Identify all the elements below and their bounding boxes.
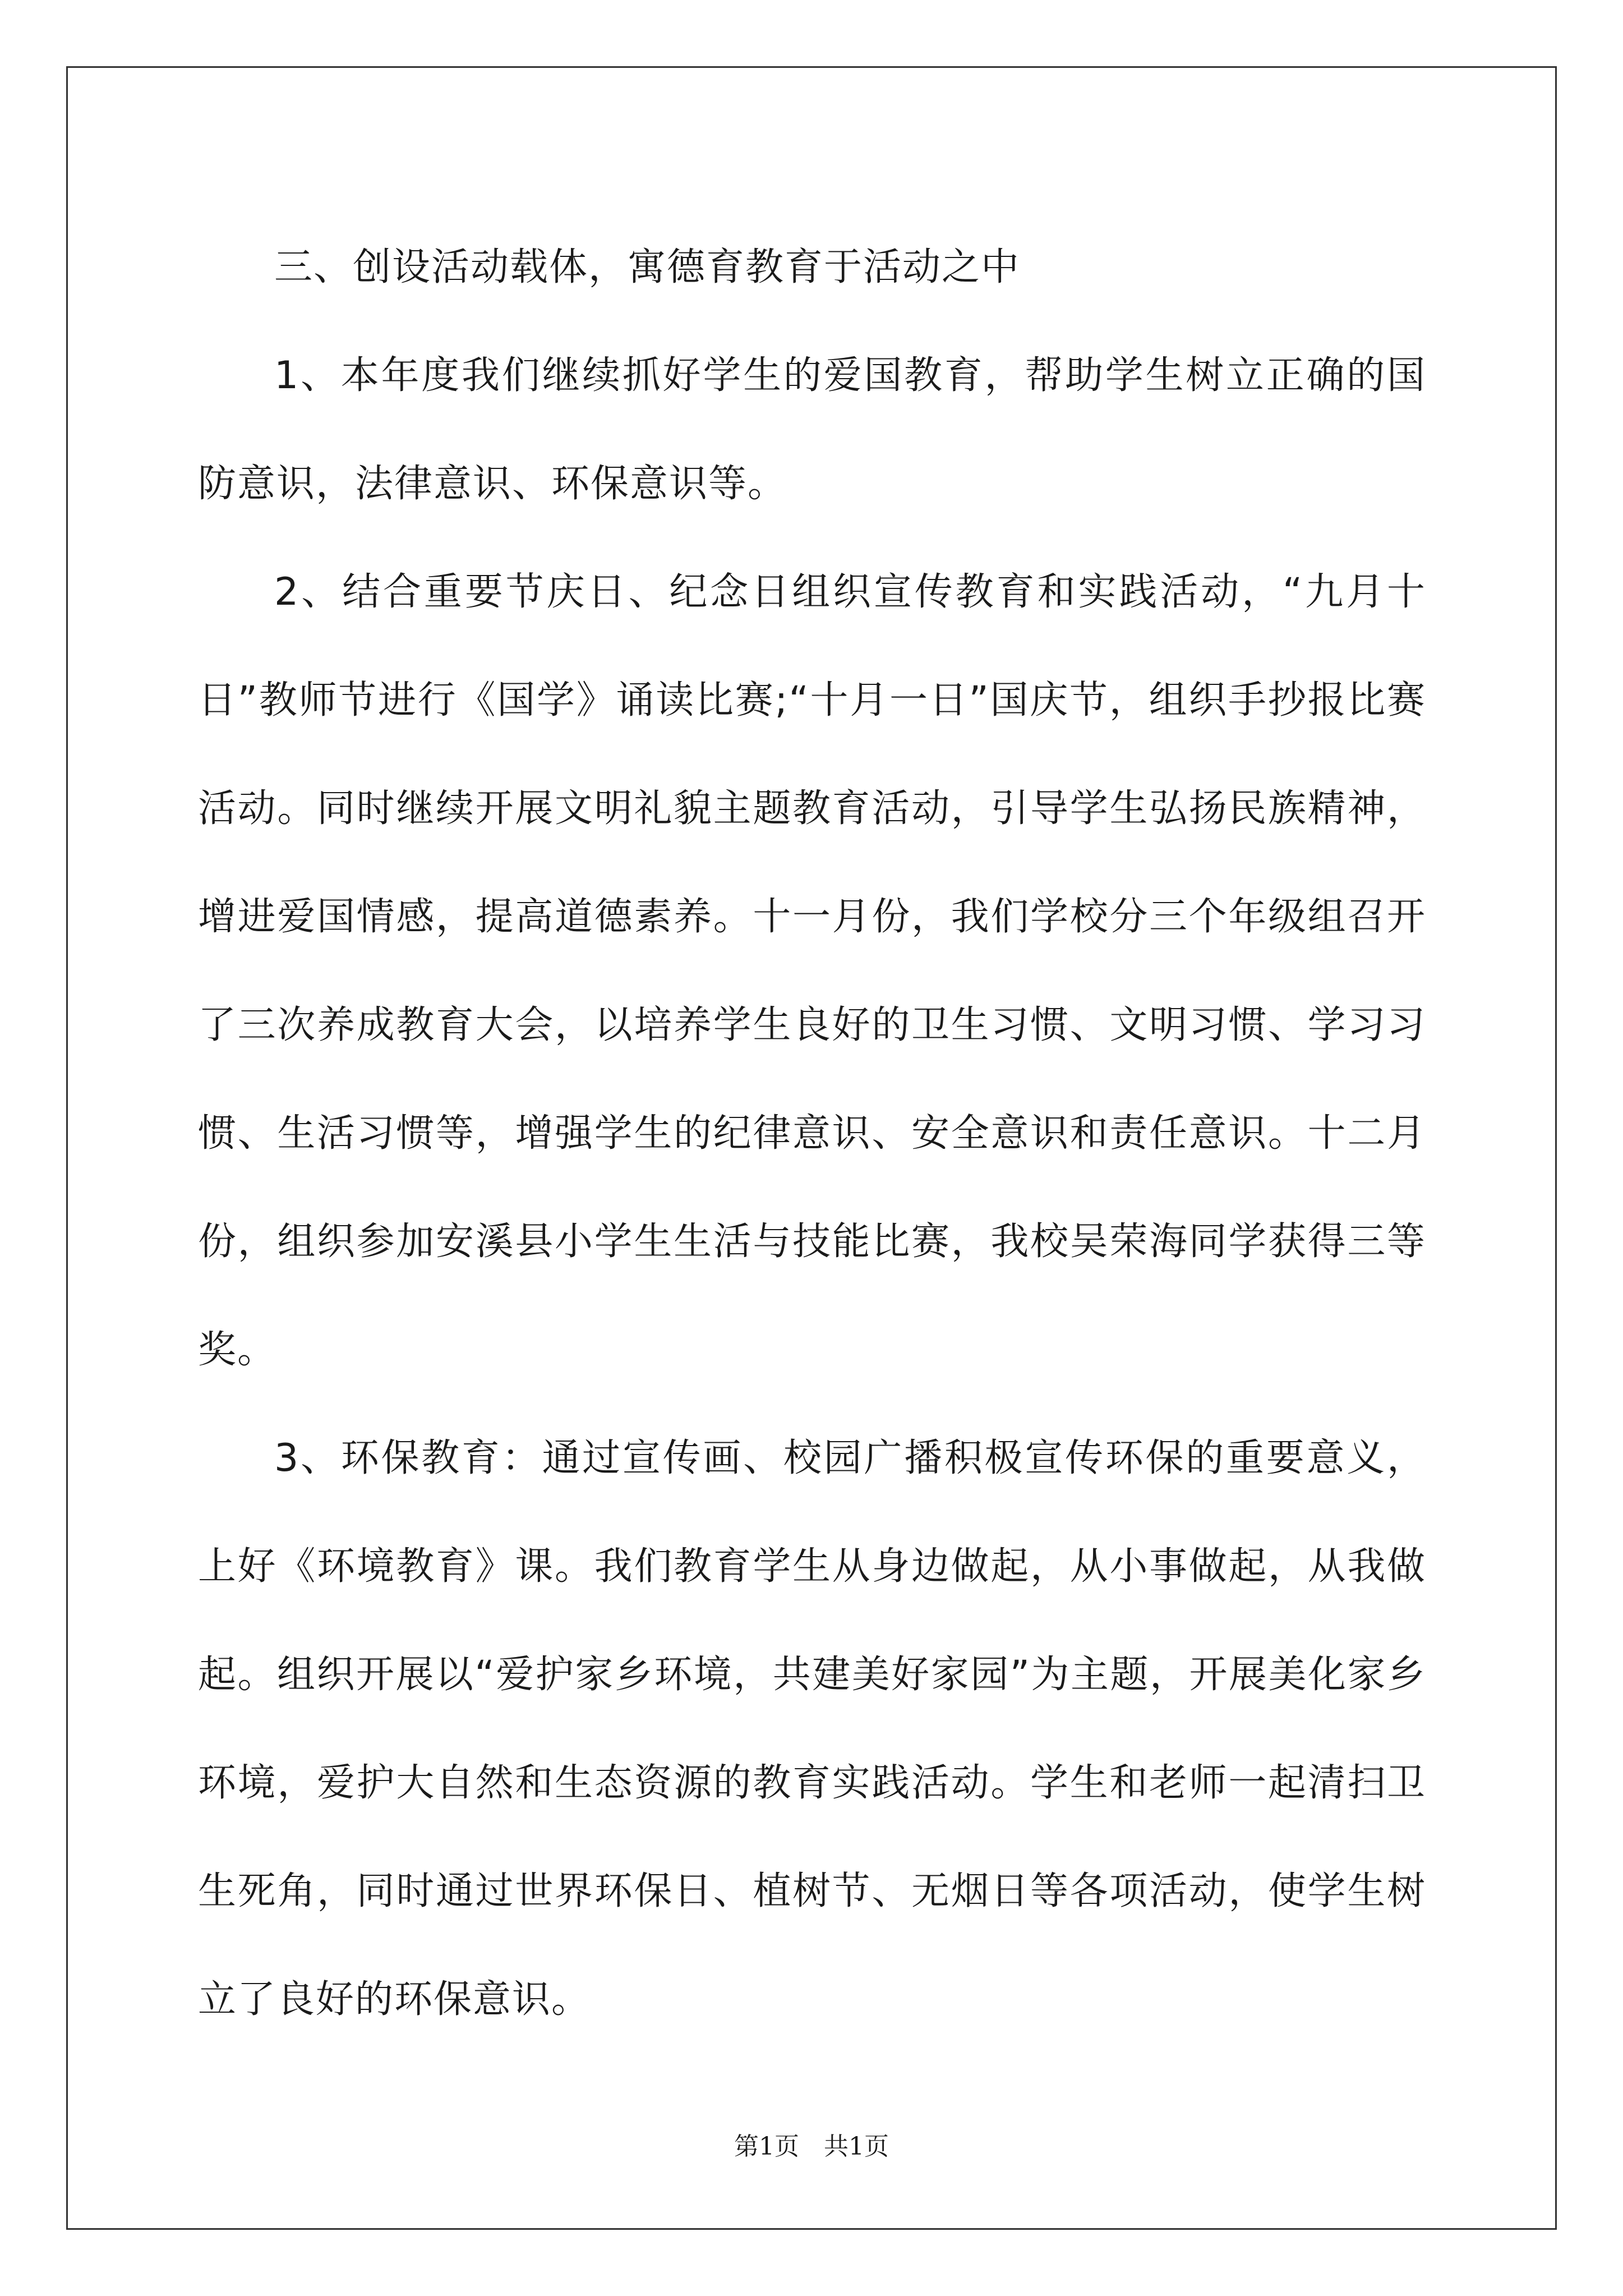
- document-body: [198, 213, 1426, 2054]
- paragraph-1: 1、本年度我们继续抓好学生的爱国教育，帮助学生树立正确的国防意识，法律意识、环保意识等。: [198, 353, 1426, 506]
- paragraph-2: 2、结合重要节庆日、纪念日组织宣传教育和实践活动，“九月十日”教师节进行《国学》诵读比赛;“十月一日”国庆节，组织手抄报比赛活动。同时继续开展文明礼貌主题教育活动，引导学生弘扬民族精神，增进爱国情感，提高道德素养。十一月份，我们学校分三个年级组召开了三次养成教育大会，以培养学生良好的卫生习惯、文明习惯、学习习惯、生活习惯等，增强学生的纪律意识、安全意识和责任意识。十二月份，组织参加安溪县小学生生活与技能比赛，我校吴荣海同学获得三等奖。: [198, 570, 1426, 1372]
- paragraph-3: 3、环保教育：通过宣传画、校园广播积极宣传环保的重要意义，上好《环境教育》课。我们教育学生从身边做起，从小事做起，从我做起。组织开展以“爱护家乡环境，共建美好家园”为主题，开展美化家乡环境，爱护大自然和生态资源的教育实践活动。学生和老师一起清扫卫生死角，同时通过世界环保日、植树节、无烟日等各项活动，使学生树立了良好的环保意识。: [198, 1436, 1426, 2022]
- page-number-footer: 第1页 共1页: [734, 2132, 889, 2161]
- section-heading: 三、创设活动载体，寓德育教育于活动之中: [274, 245, 1021, 289]
